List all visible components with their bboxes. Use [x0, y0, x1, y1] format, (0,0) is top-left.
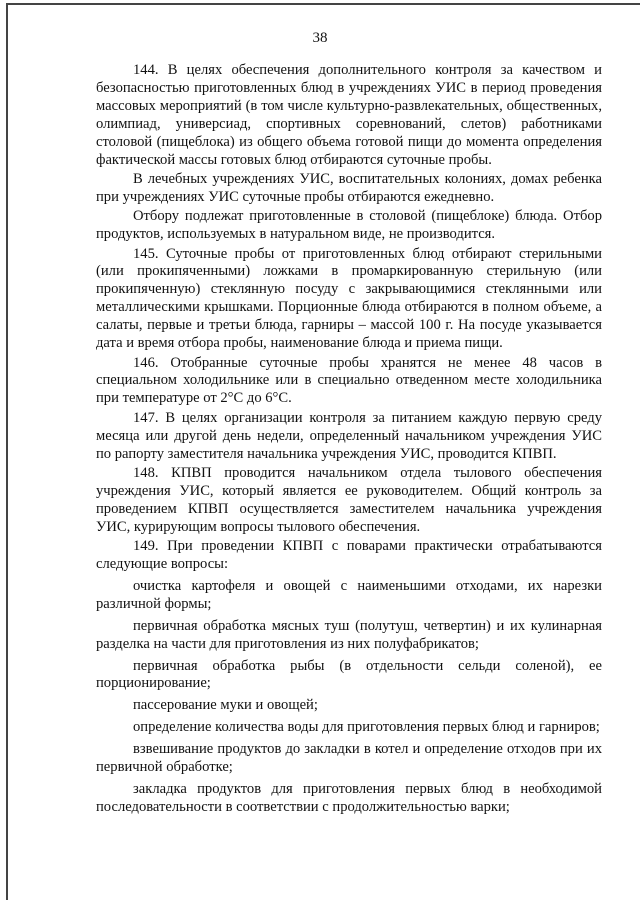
paragraph-148: 148. КПВП проводится начальником отдела тылового обеспечения учреждения УИС, который является ее руководителем. Общий контроль за проведением КПВП осуществляется заместителем начальника учреждения УИС, курирующим вопросы тылового обеспечения. [96, 464, 602, 535]
list-item: взвешивание продуктов до закладки в котел и определение отходов при их первичной обработке; [96, 741, 602, 776]
paragraph-144-selection: Отбору подлежат приготовленные в столовой (пищеблоке) блюда. Отбор продуктов, используемых в натуральном виде, не производится. [96, 208, 602, 243]
paragraph-145: 145. Суточные пробы от приготовленных блюд отбирают стерильными (или прокипяченными) ложками в промаркированную стерильную (или прокипяченную) стеклянную посуду с закрывающимися стеклянными или металлическими крышками. Порционные блюда отбираются в полном объеме, а салаты, первые и третьи блюда, гарниры – массой 100 г. На посуде указывается дата и время отбора пробы, наименование блюда и приема пищи. [96, 245, 602, 352]
list-item: определение количества воды для приготовления первых блюд и гарниров; [133, 719, 600, 736]
document-body [96, 62, 602, 817]
scan-edge-left [6, 3, 8, 900]
paragraph-144-medical: В лечебных учреждениях УИС, воспитательных колониях, домах ребенка при учреждениях УИС суточные пробы отбираются ежедневно. [96, 170, 602, 205]
list-item: пассерование муки и овощей; [133, 697, 318, 714]
paragraph-149: 149. При проведении КПВП с поварами практически отрабатываются следующие вопросы: [96, 538, 602, 572]
list-item: первичная обработка мясных туш (полутуш, четвертин) и их кулинарная разделка на части для приготовления из них полуфабрикатов; [96, 617, 602, 652]
paragraph-147: 147. В целях организации контроля за питанием каждую первую среду месяца или другой день недели, определенный начальником учреждения УИС по рапорту заместителя начальника учреждения УИС, проводится КПВП. [96, 409, 602, 462]
page-number: 38 [312, 30, 328, 46]
paragraph-144: 144. В целях обеспечения дополнительного контроля за качеством и безопасностью приготовленных блюд в учреждениях УИС в период проведения массовых мероприятий (в том числе культурно-развлекательных, общественных, олимпиад, универсиад, спортивных соревнований, слетов) работниками столовой (пищеблока) из общего объема готовой пищи до момента определения фактической массы готовых блюд отбираются суточные пробы. [96, 62, 602, 168]
list-item: закладка продуктов для приготовления первых блюд в необходимой последовательности в соответствии с продолжительностью варки; [96, 780, 602, 815]
scan-edge-top [6, 3, 640, 5]
list-item: первичная обработка рыбы (в отдельности сельди соленой), ее порционирование; [96, 657, 602, 692]
paragraph-146: 146. Отобранные суточные пробы хранятся не менее 48 часов в специальном холодильнике или в специально отведенном месте холодильника при температуре от 2°С до 6°С. [96, 354, 602, 407]
list-item: очистка картофеля и овощей с наименьшими отходами, их нарезки различной формы; [96, 577, 602, 612]
